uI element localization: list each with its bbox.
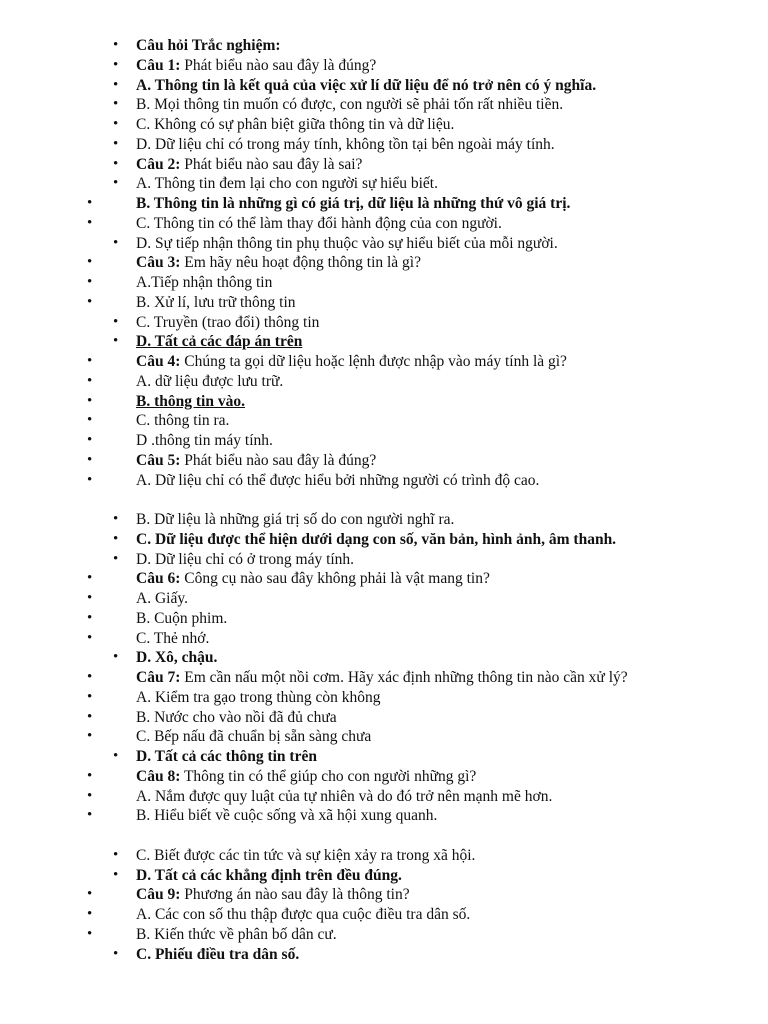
question-number: Câu 7: xyxy=(136,669,181,686)
bullet-icon: • xyxy=(87,669,93,685)
question-line xyxy=(136,569,490,589)
bullet-icon: • xyxy=(87,728,93,745)
answer-text: A. Thông tin đem lại cho con người sự hiểu biết. xyxy=(136,175,438,193)
list-item xyxy=(0,392,768,412)
list-item xyxy=(0,95,768,115)
list-item xyxy=(0,451,768,471)
question-number: Câu 1: xyxy=(136,56,181,74)
list-item xyxy=(0,135,768,155)
question-number: Câu 6: xyxy=(136,570,181,588)
answer-text: C. Không có sự phân biệt giữa thông tin và dữ liệu. xyxy=(136,116,455,133)
answer-text: C. Biết được các tin tức và sự kiện xảy ra trong xã hội. xyxy=(136,846,476,864)
bullet-icon: • xyxy=(113,234,119,251)
answer-text: A. Nắm được quy luật của tự nhiên và do đó trở nên mạnh mẽ hơn. xyxy=(136,787,553,805)
bullet-icon: • xyxy=(87,807,93,824)
bullet-icon: • xyxy=(87,293,93,310)
question-line xyxy=(136,352,567,372)
question-number: Câu 8: xyxy=(136,767,181,785)
answer-line xyxy=(136,747,317,767)
quiz-document xyxy=(0,36,768,964)
blank-line xyxy=(0,826,768,846)
answer-text: A.Tiếp nhận thông tin xyxy=(136,274,273,291)
list-item xyxy=(0,313,768,333)
list-item xyxy=(0,905,768,925)
answer-line xyxy=(136,925,337,945)
bullet-icon: • xyxy=(87,254,93,271)
list-item xyxy=(0,569,768,589)
question-number: Câu 5: xyxy=(136,451,181,469)
answer-line xyxy=(136,214,502,234)
bullet-icon: • xyxy=(113,76,119,93)
list-item xyxy=(0,925,768,945)
answer-text: D. Tất cả các đáp án trên xyxy=(136,333,303,351)
answer-text: D. Tất cả các khẳng định trên đều đúng. xyxy=(136,866,402,884)
question-text: Thông tin có thể giúp cho con người những gì? xyxy=(180,767,477,785)
question-text: Em hãy nêu hoạt động thông tin là gì? xyxy=(180,254,421,272)
list-item xyxy=(0,550,768,570)
answer-text: D. Xô, chậu. xyxy=(136,649,218,667)
bullet-icon: • xyxy=(87,688,93,705)
list-item xyxy=(0,885,768,905)
answer-line xyxy=(136,530,616,550)
list-item xyxy=(0,372,768,392)
question-text: Em cần nấu một nồi cơm. Hãy xác định những thông tin nào cần xử lý? xyxy=(180,669,628,686)
answer-text: C. Bếp nấu đã chuẩn bị sẵn sàng chưa xyxy=(136,728,372,746)
bullet-icon: • xyxy=(87,925,93,942)
bullet-icon: • xyxy=(113,155,119,172)
list-item xyxy=(0,214,768,234)
answer-text: D. Sự tiếp nhận thông tin phụ thuộc vào sự hiểu biết của mỗi người. xyxy=(136,234,558,252)
answer-line xyxy=(136,727,371,747)
bullet-icon: • xyxy=(113,748,119,764)
list-item xyxy=(0,648,768,668)
bullet-icon: • xyxy=(87,570,93,587)
list-item xyxy=(0,253,768,273)
bullet-icon: • xyxy=(113,313,119,330)
bullet-icon: • xyxy=(113,135,119,152)
answer-text: A. Các con số thu thập được qua cuộc điều tra dân số. xyxy=(136,906,471,923)
answer-line xyxy=(136,293,296,313)
answer-line xyxy=(136,135,555,155)
bullet-icon: • xyxy=(87,274,93,290)
answer-line xyxy=(136,332,302,352)
answer-text: C. Thông tin có thể làm thay đổi hành động của con người. xyxy=(136,214,502,232)
answer-line xyxy=(136,174,438,194)
answer-text: D. Dữ liệu chỉ có trong máy tính, không tồn tại bên ngoài máy tính. xyxy=(136,135,555,153)
answer-text: B. Mọi thông tin muốn có được, con người sẽ phải tốn rất nhiều tiền. xyxy=(136,96,564,114)
bullet-icon: • xyxy=(113,945,119,962)
answer-text: A. Kiểm tra gạo trong thùng còn không xyxy=(136,688,381,706)
answer-line xyxy=(136,471,539,491)
list-item xyxy=(0,411,768,431)
list-item xyxy=(0,431,768,451)
answer-text: A. Thông tin là kết quả của việc xử lí dữ liệu để nó trở nên có ý nghĩa. xyxy=(136,76,597,94)
list-item xyxy=(0,688,768,708)
bullet-icon: • xyxy=(113,866,119,883)
list-item xyxy=(0,471,768,491)
question-line xyxy=(136,56,376,76)
answer-line xyxy=(136,866,402,886)
answer-text: D .thông tin máy tính. xyxy=(136,432,273,449)
bullet-icon: • xyxy=(113,511,119,527)
bullet-icon: • xyxy=(113,96,119,113)
answer-line xyxy=(136,629,209,649)
answer-line xyxy=(136,688,381,708)
bullet-icon: • xyxy=(113,333,119,350)
answer-line xyxy=(136,787,552,807)
answer-line xyxy=(136,392,245,412)
list-item xyxy=(0,806,768,826)
list-item xyxy=(0,767,768,787)
bullet-icon: • xyxy=(87,353,93,369)
list-item xyxy=(0,668,768,688)
answer-text: D. Dữ liệu chỉ có ở trong máy tính. xyxy=(136,550,355,568)
bullet-icon: • xyxy=(87,906,93,922)
list-item xyxy=(0,332,768,352)
answer-line xyxy=(136,194,570,214)
bullet-icon: • xyxy=(87,451,93,468)
question-line xyxy=(136,155,362,175)
answer-text: A. Giấy. xyxy=(136,590,188,607)
question-line xyxy=(136,767,476,787)
bullet-icon: • xyxy=(113,649,119,666)
question-line xyxy=(136,253,421,273)
list-item xyxy=(0,727,768,747)
answer-text: C. Phiếu điều tra dân số. xyxy=(136,945,300,963)
list-item xyxy=(0,866,768,886)
bullet-icon: • xyxy=(87,629,93,646)
answer-line xyxy=(136,846,475,866)
answer-line xyxy=(136,550,354,570)
bullet-icon: • xyxy=(113,37,119,53)
bullet-icon: • xyxy=(87,767,93,784)
bullet-icon: • xyxy=(87,708,93,725)
answer-line xyxy=(136,708,337,728)
question-number: Câu 9: xyxy=(136,886,181,904)
answer-line xyxy=(136,95,563,115)
bullet-icon: • xyxy=(113,846,119,863)
answer-line xyxy=(136,273,272,293)
bullet-icon: • xyxy=(87,195,93,211)
list-item xyxy=(0,56,768,76)
answer-line xyxy=(136,234,558,254)
answer-text: A. dữ liệu được lưu trữ. xyxy=(136,372,284,390)
question-number: Câu 4: xyxy=(136,353,181,370)
question-text: Phát biểu nào sau đây là đúng? xyxy=(180,56,377,74)
answer-text: B. Dữ liệu là những giá trị số do con người nghĩ ra. xyxy=(136,511,455,528)
question-line xyxy=(136,451,376,471)
answer-text: B. Kiến thức về phân bố dân cư. xyxy=(136,925,337,943)
list-item xyxy=(0,273,768,293)
list-item xyxy=(0,234,768,254)
question-line xyxy=(136,36,281,56)
answer-text: B. thông tin vào. xyxy=(136,392,245,410)
answer-text: C. Truyền (trao đổi) thông tin xyxy=(136,313,320,331)
bullet-icon: • xyxy=(87,432,93,448)
list-item xyxy=(0,510,768,530)
answer-text: C. thông tin ra. xyxy=(136,412,230,430)
answer-line xyxy=(136,589,188,609)
answer-line xyxy=(136,115,454,135)
list-item xyxy=(0,787,768,807)
answer-text: B. Thông tin là những gì có giá trị, dữ liệu là những thứ vô giá trị. xyxy=(136,195,571,212)
blank-line xyxy=(0,490,768,510)
bullet-icon: • xyxy=(87,392,93,409)
list-item xyxy=(0,174,768,194)
bullet-icon: • xyxy=(113,550,119,567)
answer-line xyxy=(136,648,217,668)
question-text: Phương án nào sau đây là thông tin? xyxy=(180,886,410,904)
answer-text: C. Dữ liệu được thể hiện dưới dạng con số, văn bản, hình ảnh, âm thanh. xyxy=(136,530,617,548)
list-item xyxy=(0,115,768,135)
list-item xyxy=(0,846,768,866)
answer-line xyxy=(136,806,437,826)
answer-line xyxy=(136,313,319,333)
list-item xyxy=(0,609,768,629)
list-item xyxy=(0,530,768,550)
answer-line xyxy=(136,76,596,96)
bullet-icon: • xyxy=(113,175,119,192)
question-text: Phát biểu nào sau đây là sai? xyxy=(180,155,363,173)
bullet-icon: • xyxy=(113,56,119,73)
answer-text: D. Tất cả các thông tin trên xyxy=(136,748,317,765)
answer-line xyxy=(136,431,273,451)
answer-text: C. Thẻ nhớ. xyxy=(136,629,210,647)
answer-text: B. Xử lí, lưu trữ thông tin xyxy=(136,293,296,311)
bullet-icon: • xyxy=(87,787,93,804)
list-item xyxy=(0,155,768,175)
bullet-icon: • xyxy=(87,609,93,626)
question-number: Câu 3: xyxy=(136,254,181,272)
answer-text: B. Nước cho vào nồi đã đủ chưa xyxy=(136,708,337,726)
answer-line xyxy=(136,372,283,392)
bullet-icon: • xyxy=(113,116,119,132)
question-line xyxy=(136,885,410,905)
bullet-icon: • xyxy=(87,590,93,606)
question-number: Câu 2: xyxy=(136,155,181,173)
bullet-icon: • xyxy=(87,471,93,488)
answer-text: A. Dữ liệu chỉ có thể được hiểu bởi những người có trình độ cao. xyxy=(136,471,540,489)
list-item xyxy=(0,76,768,96)
list-item xyxy=(0,589,768,609)
answer-line xyxy=(136,510,454,530)
list-item xyxy=(0,747,768,767)
list-item xyxy=(0,708,768,728)
answer-text: B. Hiểu biết về cuộc sống và xã hội xung quanh. xyxy=(136,807,438,825)
answer-line xyxy=(136,945,299,965)
bullet-icon: • xyxy=(87,214,93,231)
question-text: Công cụ nào sau đây không phải là vật mang tin? xyxy=(180,570,490,588)
question-number: Câu hỏi Trắc nghiệm: xyxy=(136,37,281,54)
answer-line xyxy=(136,411,229,431)
bullet-icon: • xyxy=(87,372,93,389)
list-item xyxy=(0,194,768,214)
list-item xyxy=(0,293,768,313)
list-item xyxy=(0,945,768,965)
bullet-icon: • xyxy=(87,412,93,429)
answer-line xyxy=(136,609,227,629)
question-line xyxy=(136,668,628,688)
list-item xyxy=(0,36,768,56)
bullet-icon: • xyxy=(113,530,119,547)
answer-text: B. Cuộn phim. xyxy=(136,609,228,627)
bullet-icon: • xyxy=(87,886,93,903)
list-item xyxy=(0,629,768,649)
question-text: Phát biểu nào sau đây là đúng? xyxy=(180,451,377,469)
answer-line xyxy=(136,905,470,925)
question-text: Chúng ta gọi dữ liệu hoặc lệnh được nhập vào máy tính là gì? xyxy=(180,353,567,370)
list-item xyxy=(0,352,768,372)
